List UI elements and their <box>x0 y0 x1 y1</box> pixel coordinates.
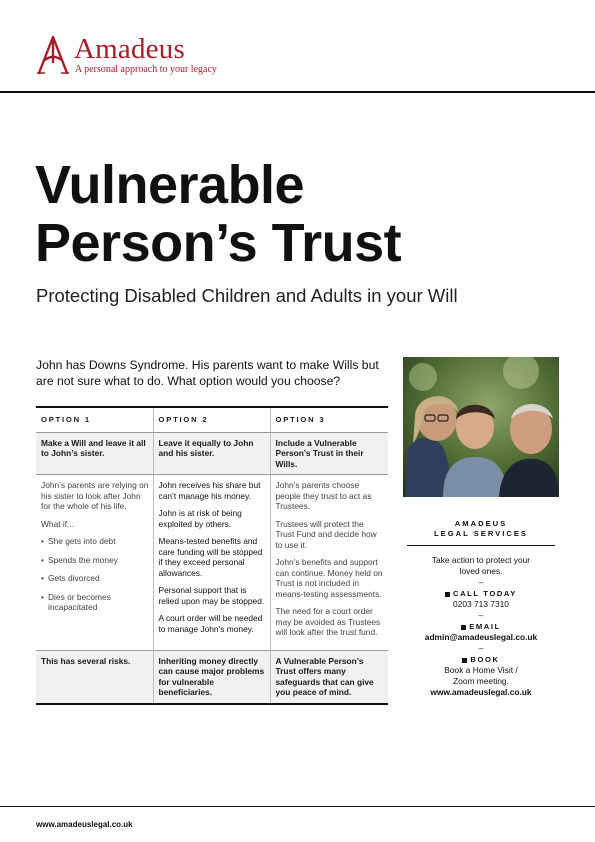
risk-item: • Dies or becomes incapacitated <box>41 592 149 613</box>
option-3-point: Trustees will protect the Trust Fund and decide how to use it. <box>275 518 377 550</box>
panel-divider <box>407 545 555 546</box>
page-title <box>35 156 401 272</box>
risk-list <box>41 536 149 613</box>
title-line-2: Person’s Trust <box>35 213 402 273</box>
option-2-point: Personal support that is relied upon may be stopped. <box>158 585 265 606</box>
book-line-1: Book a Home Visit / <box>444 665 518 675</box>
risk-item: • Gets divorced <box>41 573 149 584</box>
risk-item: • Spends the money <box>41 555 149 566</box>
panel-heading-line-2: LEGAL SERVICES <box>434 529 528 538</box>
brand-tagline: A personal approach to your legacy <box>75 64 217 75</box>
brand-name: Amadeus <box>74 33 185 65</box>
option-3-lead: Include a Vulnerable Person’s Trust in their Wills. <box>270 432 388 475</box>
email-link[interactable]: admin@amadeuslegal.co.uk <box>424 632 538 642</box>
what-if-label: What if... <box>41 518 75 529</box>
email-label: EMAIL <box>403 621 559 632</box>
risk-item: • She gets into debt <box>41 536 149 547</box>
option-3-details <box>270 475 388 651</box>
separator-dash: – <box>478 643 484 653</box>
family-photo-image <box>403 357 559 497</box>
option-2-header: OPTION 2 <box>153 407 270 432</box>
book-label: BOOK <box>403 654 559 665</box>
options-header-row <box>36 407 388 432</box>
option-1-details <box>36 475 153 651</box>
panel-heading-line-1: AMADEUS <box>454 519 508 528</box>
call-label: CALL TODAY <box>403 588 559 599</box>
family-photo <box>403 357 559 497</box>
option-3-header: OPTION 3 <box>270 407 388 432</box>
option-1-header: OPTION 1 <box>36 407 153 432</box>
footer-website-link[interactable]: www.amadeuslegal.co.uk <box>36 820 133 829</box>
amadeus-mark-icon <box>36 36 70 76</box>
option-1-lead: Make a Will and leave it all to John’s sister. <box>36 432 153 475</box>
option-1-summary: This has several risks. <box>36 650 153 704</box>
intro-text: John has Downs Syndrome. His parents want to make Wills but are not sure what to do. What option would you choose? <box>36 358 379 388</box>
option-2-details <box>153 475 270 651</box>
amadeus-logo <box>36 33 226 78</box>
option-2-lead: Leave it equally to John and his sister. <box>153 432 270 475</box>
title-line-1: Vulnerable <box>35 155 305 215</box>
option-2-point: John is at risk of being exploited by others. <box>158 508 242 529</box>
page-subtitle: Protecting Disabled Children and Adults in your Will <box>36 285 458 306</box>
panel-heading <box>403 519 559 539</box>
square-bullet-icon <box>462 658 467 663</box>
book-line-2: Zoom meeting. <box>453 676 509 686</box>
option-3-point: John’s benefits and support can continue. Money held on Trust is not included in means-testing assessments. <box>275 557 383 599</box>
footer-divider <box>0 806 595 807</box>
cta-line-2: loved ones. <box>459 566 503 576</box>
option-3-summary: A Vulnerable Person’s Trust offers many safeguards that can give you peace of mind. <box>270 650 388 704</box>
option-2-point: John receives his share but can’t manage his money. <box>158 480 261 501</box>
header-divider <box>0 91 595 93</box>
website-link[interactable]: www.amadeuslegal.co.uk <box>430 687 532 697</box>
cta-line-1: Take action to protect your <box>431 555 531 565</box>
options-lead-row <box>36 432 388 475</box>
contact-panel <box>403 519 559 698</box>
option-2-point: A court order will be needed to manage John’s money. <box>158 613 263 634</box>
square-bullet-icon <box>445 592 450 597</box>
options-summary-row <box>36 650 388 704</box>
phone-number[interactable]: 0203 713 7310 <box>453 599 509 609</box>
separator-dash: – <box>478 610 484 620</box>
separator-dash: – <box>478 577 484 587</box>
option-1-text: John’s parents are relying on his sister to look after John for the whole of his life. <box>41 480 149 511</box>
options-table <box>36 406 388 705</box>
option-2-point: Means-tested benefits and care funding will be stopped if they exceed personal allowances. <box>158 536 263 578</box>
option-3-point: The need for a court order may be avoided as Trustees will look after the trust fund. <box>275 606 381 637</box>
option-2-summary: Inheriting money directly can cause major problems for vulnerable beneficiaries. <box>153 650 270 704</box>
square-bullet-icon <box>461 625 466 630</box>
options-detail-row <box>36 475 388 651</box>
option-3-point: John’s parents choose people they trust to act as Trustees. <box>275 480 372 511</box>
